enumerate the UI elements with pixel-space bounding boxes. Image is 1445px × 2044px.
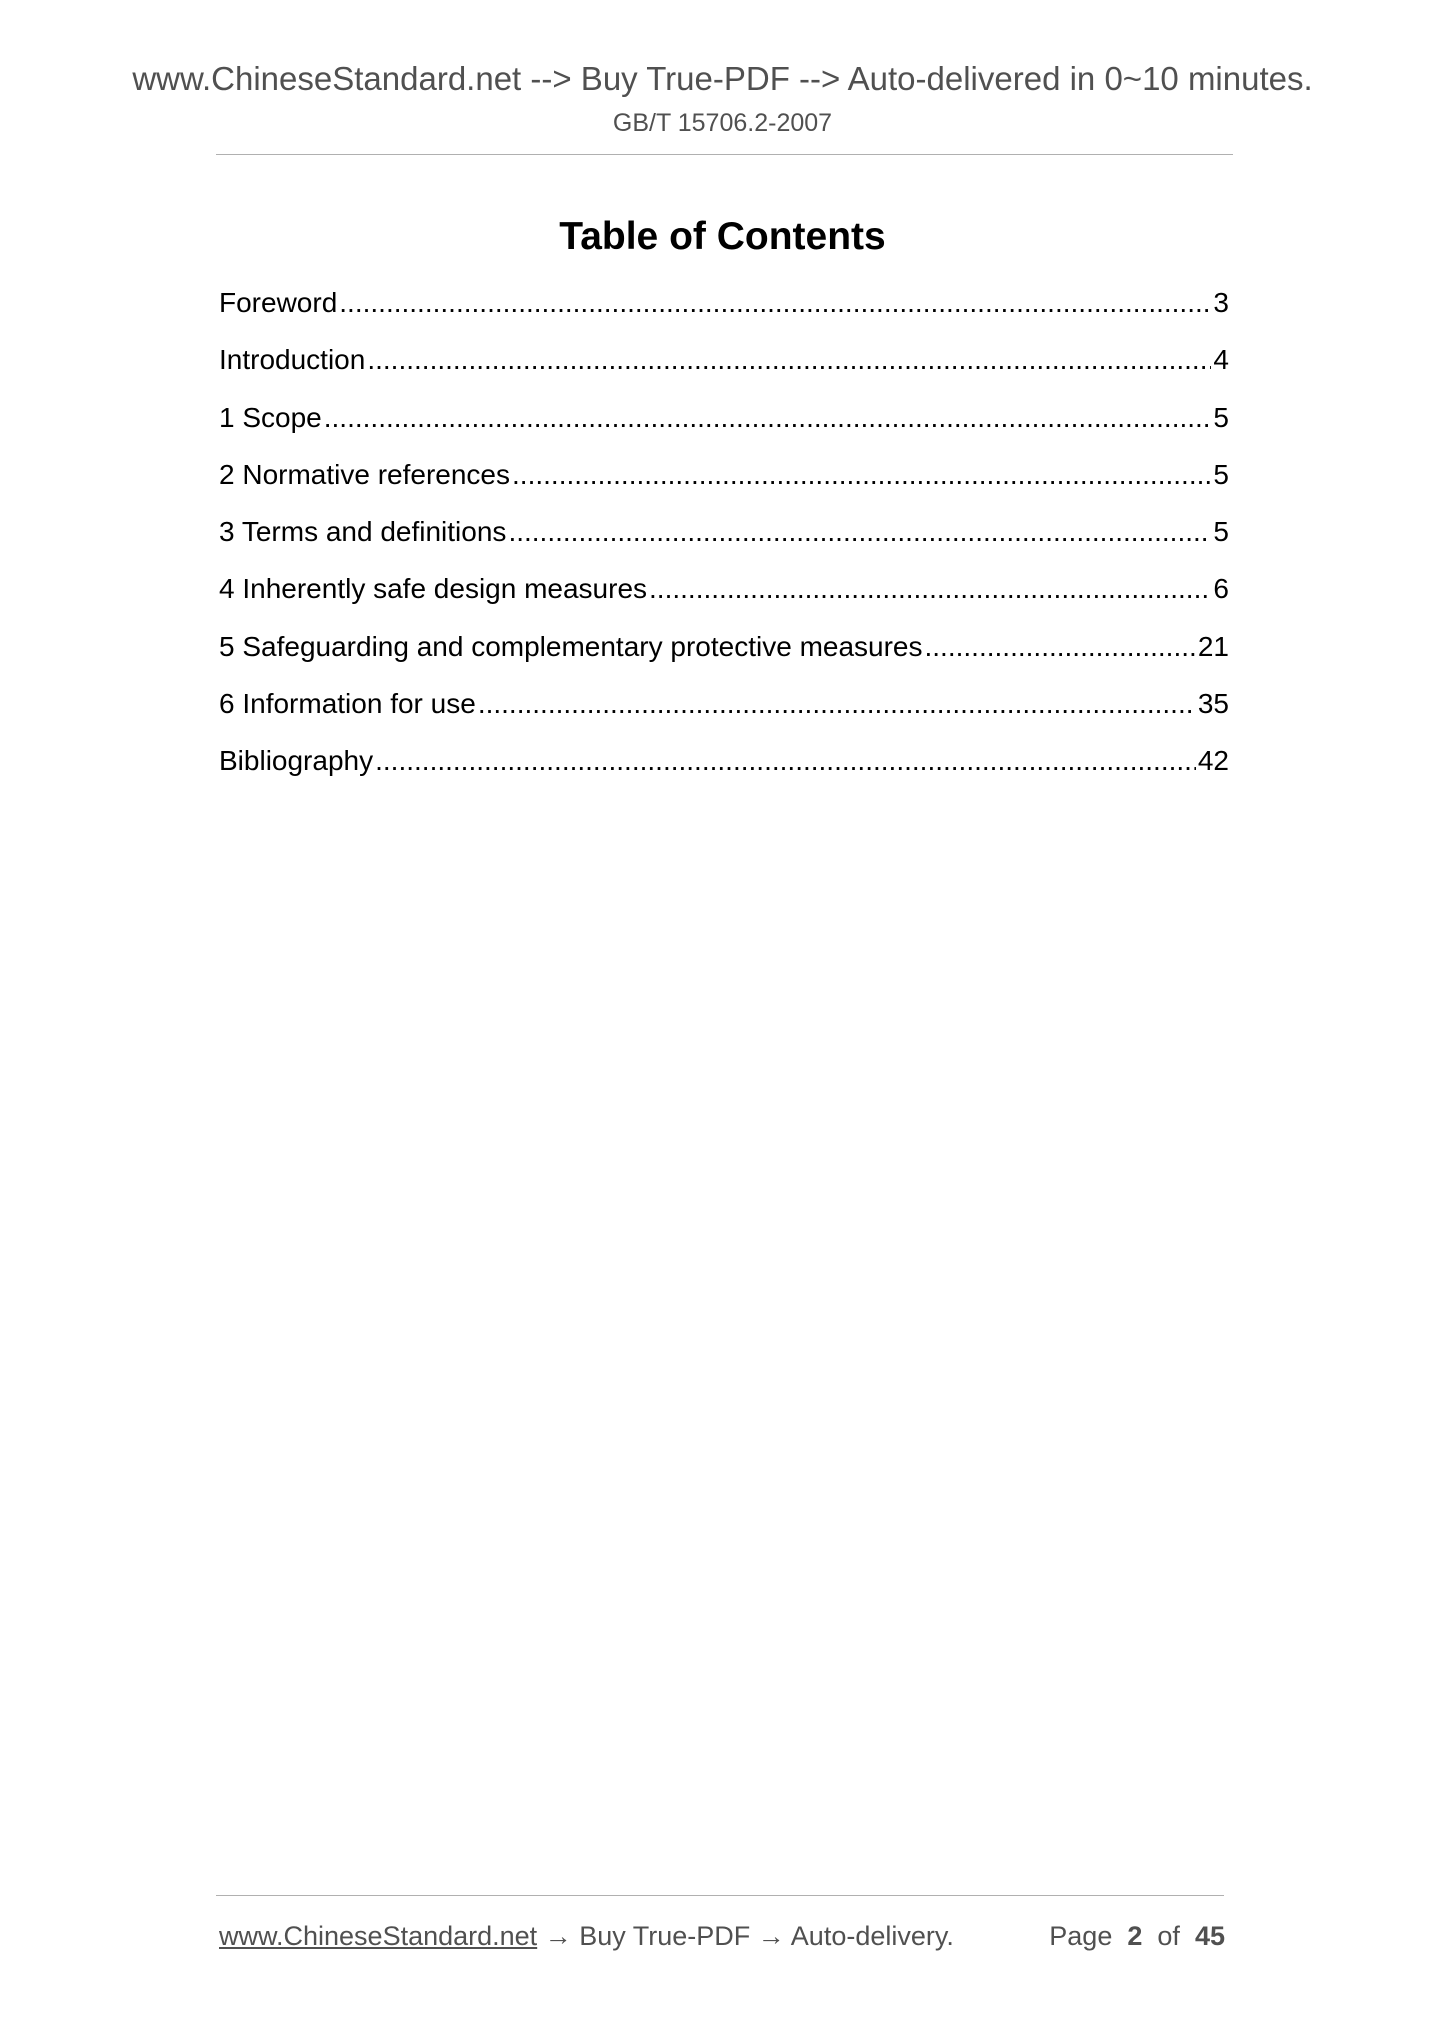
toc-entry-label: 4 Inherently safe design measures [219,573,648,605]
toc-entry-label: Introduction [219,344,366,376]
arrow-right-icon: → [544,1921,572,1951]
footer-delivery-text: Auto-delivery. [790,1921,954,1951]
toc-entry-inherently-safe-design[interactable] [219,569,1229,626]
toc-dot-leader [375,741,1196,781]
toc-entry-page: 6 [1213,573,1229,605]
toc-entry-page: 42 [1197,745,1229,777]
toc-dot-leader [339,283,1211,323]
toc-dot-leader [925,627,1196,667]
toc-entry-page: 5 [1213,458,1229,490]
arrow-right-icon: → [757,1921,785,1951]
toc-entry-information-for-use[interactable] [219,684,1229,741]
toc-entry-label: 6 Information for use [219,688,476,720]
toc-entry-introduction[interactable] [219,340,1229,397]
toc-dot-leader [512,455,1211,495]
toc-entry-terms-definitions[interactable] [219,512,1229,569]
of-word: of [1157,1921,1180,1951]
standard-number: GB/T 15706.2-2007 [612,109,833,137]
toc-list [219,283,1229,799]
toc-dot-leader [508,512,1211,552]
toc-entry-label: 2 Normative references [219,458,511,490]
page-current: 2 [1127,1921,1143,1951]
toc-entry-page: 4 [1213,344,1229,376]
toc-entry-label: 1 Scope [219,401,322,433]
footer-divider [216,1895,1224,1896]
page-total: 45 [1194,1921,1225,1951]
footer-buy-text: Buy True-PDF [579,1921,751,1951]
toc-entry-normative-references[interactable] [219,455,1229,512]
toc-title: Table of Contents [559,215,886,258]
toc-entry-label: 3 Terms and definitions [219,516,507,548]
toc-entry-label: Bibliography [219,745,374,777]
toc-entry-scope[interactable] [219,398,1229,455]
toc-entry-page: 5 [1213,401,1229,433]
toc-entry-bibliography[interactable] [219,741,1229,798]
page-word: Page [1049,1921,1113,1951]
toc-entry-label: 5 Safeguarding and complementary protective measures [219,630,923,662]
toc-dot-leader [324,398,1212,438]
page-footer [219,1916,1225,1956]
toc-entry-page: 21 [1197,630,1229,662]
toc-entry-page: 3 [1213,287,1229,318]
header-promo-text: www.ChineseStandard.net --> Buy True-PDF --> Auto-delivered in 0~10 minutes. [132,60,1313,97]
page-number [1049,1916,1225,1956]
toc-dot-leader [649,569,1211,609]
footer-site-link[interactable]: www.ChineseStandard.net [219,1921,538,1951]
toc-entry-safeguarding[interactable] [219,627,1229,684]
toc-dot-leader [478,684,1196,724]
footer-promo [219,1916,954,1956]
header-divider [216,154,1233,155]
page-header [0,58,1445,140]
toc-entry-page: 35 [1197,688,1229,720]
toc-entry-label: Foreword [219,287,338,318]
toc-entry-page: 5 [1213,516,1229,548]
toc-entry-foreword[interactable] [219,283,1229,340]
toc-dot-leader [367,340,1211,380]
